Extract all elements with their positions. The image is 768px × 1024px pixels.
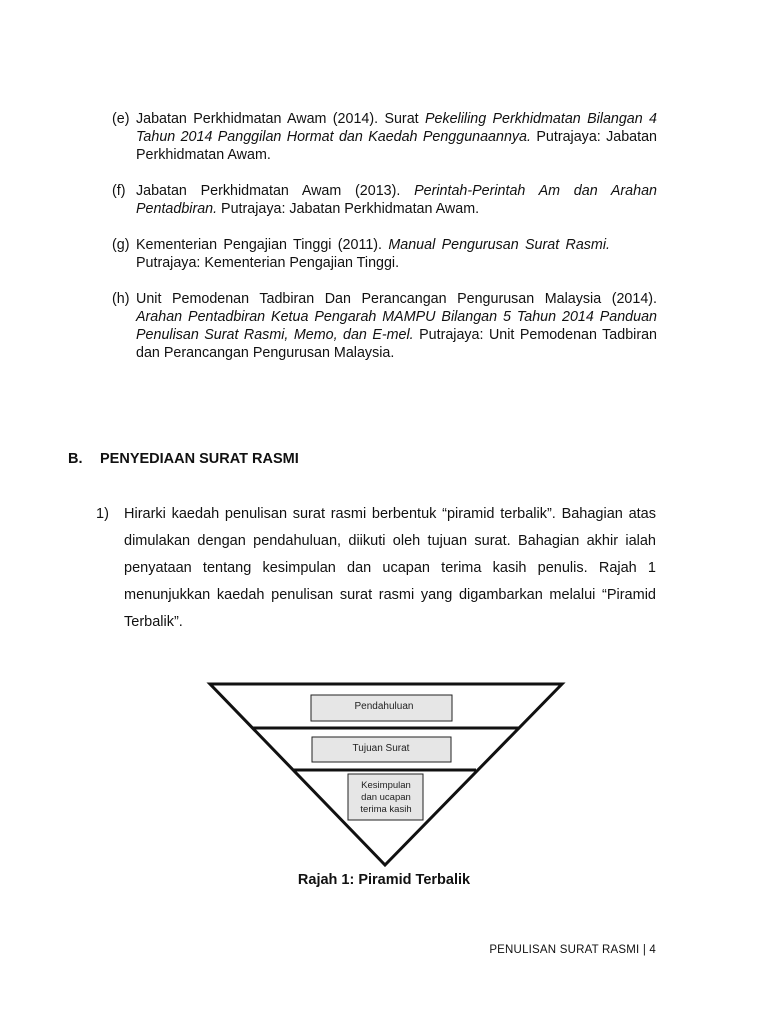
figure-caption bbox=[0, 872, 768, 888]
pyramid-level-label: dan ucapan bbox=[361, 792, 411, 803]
pyramid-level-label: Kesimpulan bbox=[361, 780, 411, 791]
pyramid-level-label: terima kasih bbox=[360, 804, 412, 815]
pyramid-level-label: Pendahuluan bbox=[354, 701, 414, 712]
reference-author: Unit Pemodenan Tadbiran Dan Perancangan Pengurusan Malaysia (2014). bbox=[136, 291, 657, 307]
reference-title: Perintah-Perintah Am dan Arahan Pentadbiran. bbox=[136, 183, 657, 217]
reference-publisher: Putrajaya: Jabatan Perkhidmatan Awam. bbox=[217, 201, 480, 217]
page-footer: PENULISAN SURAT RASMI | 4 bbox=[489, 944, 656, 956]
reference-title: Manual Pengurusan Surat Rasmi. bbox=[388, 237, 610, 253]
figure-caption-text: Rajah 1: Piramid Terbalik bbox=[297, 872, 471, 888]
paragraph-text: Hirarki kaedah penulisan surat rasmi berbentuk “piramid terbalik”. Bahagian atas dimulakan dengan pendahuluan, diikuti oleh tujuan surat. Bahagian akhir ialah penyataan tentang kesimpulan dan ucapan terima kasih penulis. Rajah 1 menunjukkan kaedah penulisan surat rasmi yang digambarkan melalui “Piramid Terbalik”. bbox=[124, 506, 656, 630]
reference-author: Jabatan Perkhidmatan Awam (2014). Surat bbox=[136, 111, 425, 127]
section-letter: B. bbox=[68, 451, 83, 467]
reference-publisher: Putrajaya: Jabatan Perkhidmatan Awam. bbox=[136, 129, 657, 163]
reference-publisher: Putrajaya: Unit Pemodenan Tadbiran dan Perancangan Pengurusan Malaysia. bbox=[136, 327, 657, 361]
reference-label: (h) bbox=[112, 291, 130, 307]
reference-label: (g) bbox=[112, 237, 130, 253]
reference-author: Jabatan Perkhidmatan Awam (2013). bbox=[136, 183, 415, 199]
reference-label: (f) bbox=[112, 183, 126, 199]
reference-label: (e) bbox=[112, 111, 130, 127]
section-title: PENYEDIAAN SURAT RASMI bbox=[100, 451, 299, 467]
pyramid-level-label: Tujuan Surat bbox=[352, 743, 410, 754]
reference-author: Kementerian Pengajian Tinggi (2011). bbox=[136, 237, 389, 253]
reference-title: Pekeliling Perkhidmatan Bilangan 4 Tahun 2014 Panggilan Hormat dan Kaedah Penggunaannya. bbox=[136, 111, 658, 145]
reference-title: Arahan Pentadbiran Ketua Pengarah MAMPU Bilangan 5 Tahun 2014 Panduan Penulisan Surat Rasmi, Memo, dan E-mel. bbox=[136, 309, 657, 343]
paragraph-number: 1) bbox=[96, 506, 109, 522]
reference-publisher: Putrajaya: Kementerian Pengajian Tinggi. bbox=[136, 255, 400, 271]
